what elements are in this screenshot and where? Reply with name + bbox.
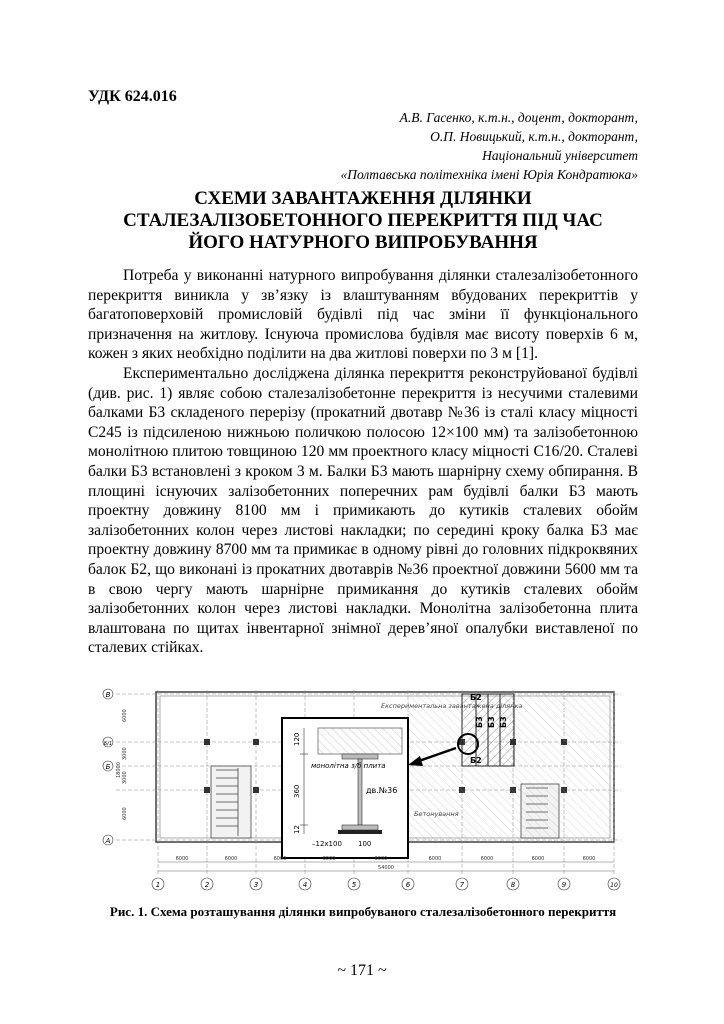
row-dim-2: 3000 bbox=[122, 747, 128, 760]
top-flange bbox=[342, 754, 378, 759]
strip-label: –12х100 bbox=[312, 840, 342, 848]
paragraph-2: Експериментально досліджена ділянка перекриття реконструйованої будівлі (див. рис. 1) являє собою сталезалізобетонне перекриття із несучими сталевими балками Б3 складеного перерізу (прокатний двотавр №36 із сталі класу міцності С245 із підсиленою нижньою поличкою полосою 12×100 мм) та залізобетонною монолітною плитою товщиною 120 мм проектного класу міцності С16/20. Сталеві балки Б3 встановлені з кроком 3 м. Балки Б3 мають шарнірну схему обпирання. В площині існуючих залізобетонних поперечних рам будівлі балки Б3 мають проектну довжину 8100 мм і примикають до кутиків сталевих обойм залізобетонних колон через листові накладки; по середині кроку балка Б3 має проектну довжину 8700 мм та примикає в одному рівні до головних підкроквяних балок Б2, що виконані із прокатних двотаврів №36 проектної довжини 5600 мм та в свою чергу мають шарнірне примикання до кутиків сталевих обойм залізобетонних колон через листові накладки. Монолітна залізобетонна плита влаштована по щитах інвентарної знімної дерев’яної опалубки виставленої по сталевих стійках. bbox=[88, 364, 638, 657]
col-axis-3: 3 bbox=[253, 881, 259, 889]
title-line-1: СХЕМИ ЗАВАНТАЖЕННЯ ДІЛЯНКИ bbox=[194, 188, 532, 209]
col-dim-4: 6000 bbox=[322, 856, 336, 862]
author-block bbox=[340, 108, 638, 184]
row-axis-v: В bbox=[105, 691, 111, 699]
col-axis-9: 9 bbox=[561, 881, 567, 889]
col-axis-4: 4 bbox=[302, 881, 308, 889]
col-dim-9: 6000 bbox=[582, 856, 596, 862]
floor-plan-drawing bbox=[96, 688, 636, 893]
author-line-1: А.В. Гасенко, к.т.н., доцент, докторант, bbox=[399, 110, 638, 125]
row-axis-a: А bbox=[105, 837, 111, 845]
row-dim-1: 6000 bbox=[122, 709, 128, 722]
beam-profile-label: дв.№36 bbox=[366, 786, 398, 795]
col-axis-10: 10 bbox=[610, 882, 618, 889]
col-total: 54000 bbox=[378, 865, 394, 871]
row-total: 18000 bbox=[116, 762, 122, 778]
row-axis-markers bbox=[103, 689, 113, 845]
column-dimensions bbox=[176, 856, 596, 871]
col-axis-2: 2 bbox=[204, 881, 210, 889]
figure-caption: Рис. 1. Схема розташування ділянки випробуваного сталезалізобетонного перекриття bbox=[109, 904, 617, 919]
row-axis-b: Б bbox=[105, 763, 111, 771]
column-axis-markers bbox=[152, 878, 620, 890]
beam-label-b2-top: Б2 bbox=[470, 693, 482, 702]
col-dim-2: 6000 bbox=[224, 856, 238, 862]
row-axis-b1: Б/1 bbox=[103, 741, 113, 747]
dim-beam-height: 360 bbox=[293, 784, 301, 798]
bottom-flange bbox=[342, 825, 378, 830]
dim-slab-thickness: 120 bbox=[293, 732, 301, 746]
dim-strip-thickness: 12 bbox=[293, 825, 301, 834]
row-dimensions bbox=[116, 709, 128, 820]
beam-label-b2-bottom: Б2 bbox=[470, 756, 482, 765]
col-dim-7: 6000 bbox=[480, 856, 494, 862]
page-number: ~ 171 ~ bbox=[337, 962, 387, 979]
col-dim-1: 6000 bbox=[175, 856, 189, 862]
row-dim-3: 3000 bbox=[122, 771, 128, 784]
col-axis-7: 7 bbox=[459, 881, 465, 889]
paragraph-1: Потреба у виконанні натурного випробування ділянки сталезалізобетонного перекриття виникла у зв’язку із влаштуванням вбудованих перекриттів у багатоповерховій промисловій будівлі під час зміни її функціонального призначення на житлову. Існуюча промислова будівля має висоту поверхів 6 м, кожен з яких необхідно поділити на два житлові поверхи по 3 м [1]. bbox=[88, 267, 638, 363]
slab-section bbox=[318, 728, 402, 754]
col-axis-6: 6 bbox=[405, 881, 411, 889]
slab-label bbox=[311, 762, 386, 770]
paper-title bbox=[88, 188, 638, 254]
author-line-2: О.П. Новицький, к.т.н., докторант, bbox=[430, 129, 638, 144]
affiliation-line-2: «Полтавська політехніка імені Юрія Кондратюка» bbox=[340, 167, 638, 182]
left-staircase bbox=[211, 766, 251, 838]
title-line-2: СТАЛЕЗАЛІЗОБЕТОННОГО ПЕРЕКРИТТЯ ПІД ЧАС bbox=[123, 210, 603, 231]
floor-plan-figure bbox=[96, 688, 636, 893]
beam-section-inset bbox=[282, 718, 408, 858]
flange-width-label: 100 bbox=[358, 840, 372, 848]
body-text bbox=[88, 266, 638, 658]
affiliation-line-1: Національний університет bbox=[482, 148, 638, 163]
reinforcing-strip bbox=[338, 830, 382, 834]
beam-label-b3-2: Б3 bbox=[487, 716, 496, 728]
title-line-3: ЙОГО НАТУРНОГО ВИПРОБУВАННЯ bbox=[188, 232, 538, 253]
beam-label-b3-3: Б3 bbox=[499, 716, 508, 728]
beam-label-b3-1: Б3 bbox=[475, 716, 484, 728]
slab-label-text: монолітна з/б плита bbox=[311, 762, 386, 770]
row-dim-4: 6000 bbox=[122, 807, 128, 820]
udc-code: УДК 624.016 bbox=[88, 88, 177, 105]
col-dim-6: 6000 bbox=[428, 856, 442, 862]
col-dim-5: 6000 bbox=[374, 856, 388, 862]
col-axis-8: 8 bbox=[510, 881, 516, 889]
col-axis-5: 5 bbox=[351, 881, 357, 889]
col-dim-3: 6000 bbox=[273, 856, 287, 862]
zone-label: Експериментальна завантажена ділянка bbox=[381, 702, 523, 710]
col-axis-1: 1 bbox=[155, 881, 161, 889]
col-dim-8: 6000 bbox=[531, 856, 545, 862]
concrete-label: Бетонування bbox=[414, 810, 459, 818]
